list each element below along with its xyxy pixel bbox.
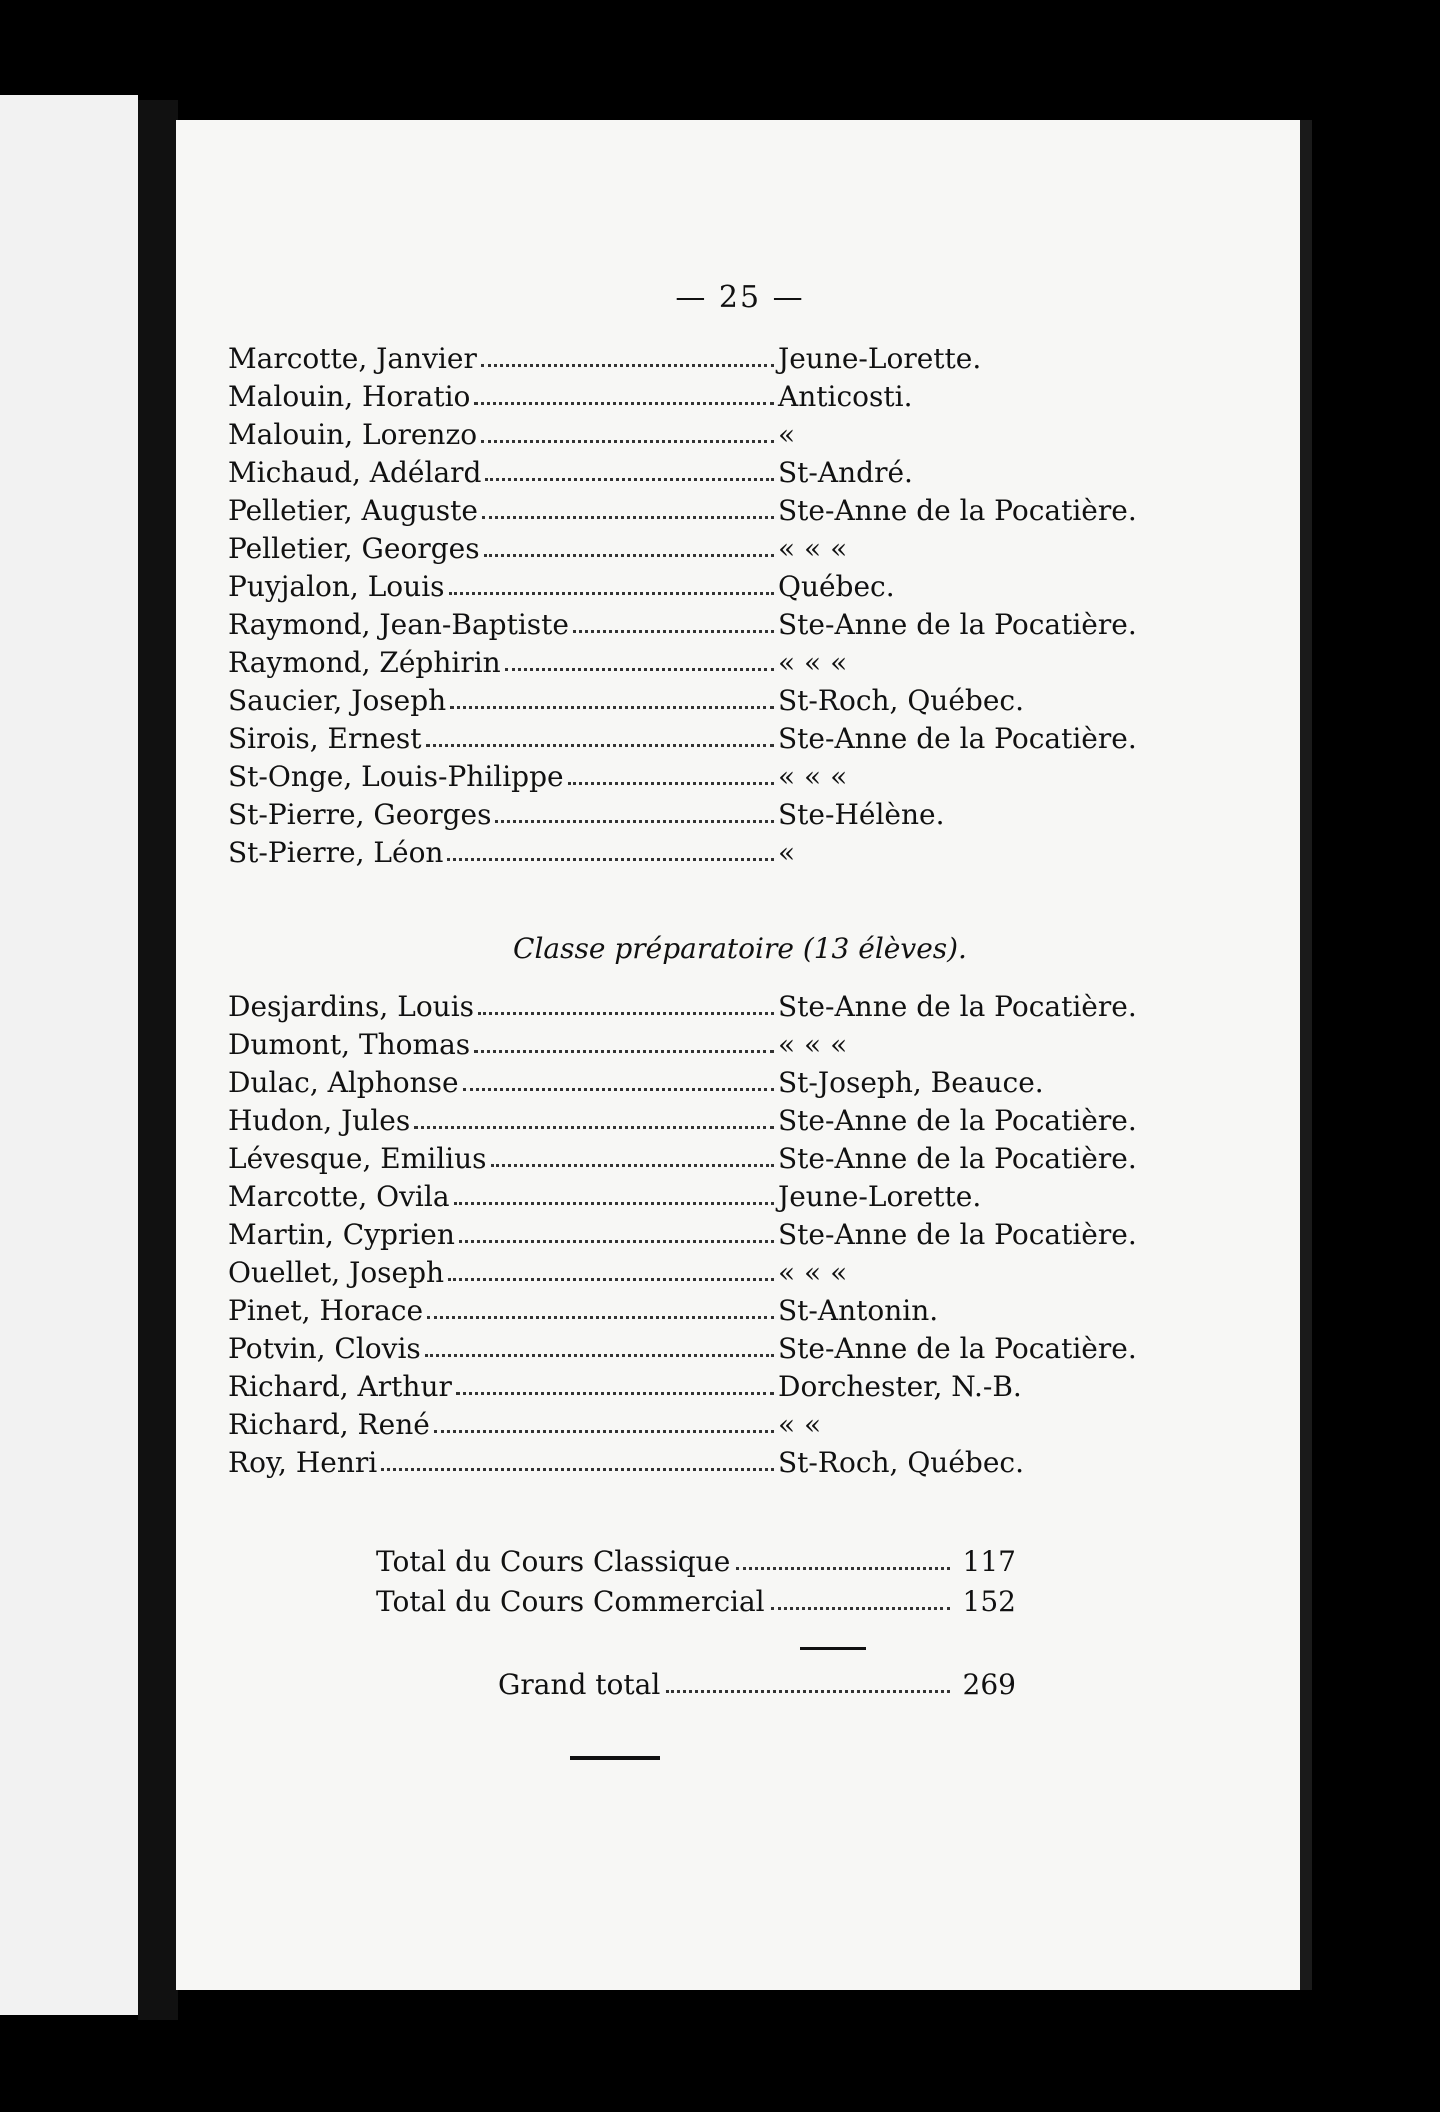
- hometown: St-Antonin.: [778, 1294, 939, 1327]
- student-name: Richard, Arthur: [228, 1370, 452, 1403]
- total-row-commercial: [376, 1582, 1016, 1622]
- end-rule: [570, 1756, 660, 1760]
- hometown: Ste-Anne de la Pocatière.: [778, 1332, 1137, 1365]
- hometown: Ste-Anne de la Pocatière.: [778, 990, 1137, 1023]
- list-item: [228, 1102, 1208, 1140]
- grand-total-row: [498, 1668, 1016, 1701]
- dot-leader: [381, 1467, 774, 1471]
- dot-leader: [456, 1391, 774, 1395]
- list-item: [228, 758, 1208, 796]
- student-name: Raymond, Zéphirin: [228, 646, 501, 679]
- student-name: Sirois, Ernest: [228, 722, 422, 755]
- dot-leader: [454, 1201, 774, 1205]
- student-name: Puyjalon, Louis: [228, 570, 445, 603]
- hometown: Ste-Anne de la Pocatière.: [778, 608, 1137, 641]
- list-item: [228, 720, 1208, 758]
- student-name: St-Onge, Louis-Philippe: [228, 760, 564, 793]
- list-item: [228, 530, 1208, 568]
- list-item: [228, 1330, 1208, 1368]
- hometown: Anticosti.: [778, 380, 913, 413]
- hometown: St-André.: [778, 456, 913, 489]
- student-name: Dulac, Alphonse: [228, 1066, 459, 1099]
- student-name: Ouellet, Joseph: [228, 1256, 445, 1289]
- hometown: Ste-Hélène.: [778, 798, 945, 831]
- list-item: [228, 1292, 1208, 1330]
- section-heading: Classe préparatoire (13 élèves).: [513, 932, 967, 965]
- dot-leader: [491, 1163, 774, 1167]
- student-list-upper: [228, 340, 1208, 872]
- list-item: [228, 1368, 1208, 1406]
- student-name: Michaud, Adélard: [228, 456, 482, 489]
- student-list-preparatory: [228, 988, 1208, 1482]
- dot-leader: [505, 667, 774, 671]
- grand-total-label: Grand total: [498, 1668, 661, 1701]
- total-value: 152: [962, 1585, 1016, 1618]
- grand-total-block: [498, 1668, 1016, 1701]
- hometown: « « «: [778, 760, 848, 793]
- student-name: Pinet, Horace: [228, 1294, 424, 1327]
- dot-leader: [736, 1566, 950, 1570]
- list-item: [228, 1140, 1208, 1178]
- student-name: Malouin, Lorenzo: [228, 418, 478, 451]
- dot-leader: [484, 553, 774, 557]
- hometown: Ste-Anne de la Pocatière.: [778, 722, 1137, 755]
- student-name: St-Pierre, Georges: [228, 798, 492, 831]
- list-item: [228, 1064, 1208, 1102]
- hometown: Jeune-Lorette.: [778, 342, 982, 375]
- student-name: Pelletier, Auguste: [228, 494, 478, 527]
- list-item: [228, 644, 1208, 682]
- student-name: Dumont, Thomas: [228, 1028, 471, 1061]
- dot-leader: [426, 743, 774, 747]
- document-page: [176, 120, 1304, 1990]
- list-item: [228, 1216, 1208, 1254]
- hometown: «: [778, 418, 796, 451]
- student-name: Martin, Cyprien: [228, 1218, 455, 1251]
- total-label: Total du Cours Commercial: [376, 1585, 765, 1618]
- list-item: [228, 1254, 1208, 1292]
- list-item: [228, 682, 1208, 720]
- grand-total-value: 269: [962, 1668, 1016, 1701]
- student-name: Raymond, Jean-Baptiste: [228, 608, 569, 641]
- list-item: [228, 606, 1208, 644]
- student-name: Desjardins, Louis: [228, 990, 475, 1023]
- hometown: St-Joseph, Beauce.: [778, 1066, 1044, 1099]
- dot-leader: [573, 629, 774, 633]
- hometown: Québec.: [778, 570, 895, 603]
- student-name: Richard, René: [228, 1408, 430, 1441]
- hometown: Ste-Anne de la Pocatière.: [778, 494, 1137, 527]
- dot-leader: [447, 857, 774, 861]
- student-name: Roy, Henri: [228, 1446, 378, 1479]
- dot-leader: [459, 1239, 774, 1243]
- list-item: [228, 416, 1208, 454]
- list-item: [228, 568, 1208, 606]
- dot-leader: [463, 1087, 774, 1091]
- dot-leader: [481, 363, 774, 367]
- list-item: [228, 378, 1208, 416]
- dot-leader: [414, 1125, 774, 1129]
- student-name: Malouin, Horatio: [228, 380, 471, 413]
- dot-leader: [568, 781, 774, 785]
- dot-leader: [771, 1606, 950, 1610]
- dot-leader: [427, 1315, 774, 1319]
- student-name: St-Pierre, Léon: [228, 836, 444, 869]
- hometown: Ste-Anne de la Pocatière.: [778, 1142, 1137, 1175]
- dot-leader: [449, 591, 774, 595]
- hometown: Ste-Anne de la Pocatière.: [778, 1104, 1137, 1137]
- student-name: Pelletier, Georges: [228, 532, 480, 565]
- dot-leader: [448, 1277, 774, 1281]
- student-name: Potvin, Clovis: [228, 1332, 421, 1365]
- total-row-classique: [376, 1542, 1016, 1582]
- hometown: Ste-Anne de la Pocatière.: [778, 1218, 1137, 1251]
- student-name: Marcotte, Ovila: [228, 1180, 450, 1213]
- dot-leader: [482, 515, 774, 519]
- hometown: « « «: [778, 532, 848, 565]
- hometown: «: [778, 836, 796, 869]
- dot-leader: [474, 401, 774, 405]
- sum-rule: [800, 1647, 866, 1650]
- list-item: [228, 1026, 1208, 1064]
- list-item: [228, 492, 1208, 530]
- hometown: St-Roch, Québec.: [778, 684, 1024, 717]
- dot-leader: [434, 1429, 774, 1433]
- list-item: [228, 796, 1208, 834]
- page-edge-right: [1300, 120, 1312, 1990]
- list-item: [228, 1178, 1208, 1216]
- hometown: « «: [778, 1408, 822, 1441]
- page-number: — 25 —: [675, 280, 805, 315]
- hometown: St-Roch, Québec.: [778, 1446, 1024, 1479]
- hometown: Jeune-Lorette.: [778, 1180, 982, 1213]
- dot-leader: [478, 1011, 774, 1015]
- hometown: « « «: [778, 1256, 848, 1289]
- adjacent-page-edge: [0, 95, 138, 2015]
- binding-shadow: [138, 100, 178, 2020]
- list-item: [228, 454, 1208, 492]
- hometown: « « «: [778, 646, 848, 679]
- student-name: Hudon, Jules: [228, 1104, 411, 1137]
- dot-leader: [666, 1689, 950, 1693]
- dot-leader: [425, 1353, 774, 1357]
- dot-leader: [474, 1049, 774, 1053]
- list-item: [228, 1406, 1208, 1444]
- list-item: [228, 834, 1208, 872]
- total-value: 117: [962, 1545, 1016, 1578]
- student-name: Lévesque, Emilius: [228, 1142, 487, 1175]
- dot-leader: [450, 705, 774, 709]
- student-name: Saucier, Joseph: [228, 684, 447, 717]
- list-item: [228, 340, 1208, 378]
- dot-leader: [495, 819, 774, 823]
- list-item: [228, 1444, 1208, 1482]
- list-item: [228, 988, 1208, 1026]
- hometown: Dorchester, N.-B.: [778, 1370, 1022, 1403]
- totals-block: [376, 1542, 1016, 1622]
- dot-leader: [485, 477, 774, 481]
- total-label: Total du Cours Classique: [376, 1545, 731, 1578]
- dot-leader: [481, 439, 774, 443]
- hometown: « « «: [778, 1028, 848, 1061]
- student-name: Marcotte, Janvier: [228, 342, 477, 375]
